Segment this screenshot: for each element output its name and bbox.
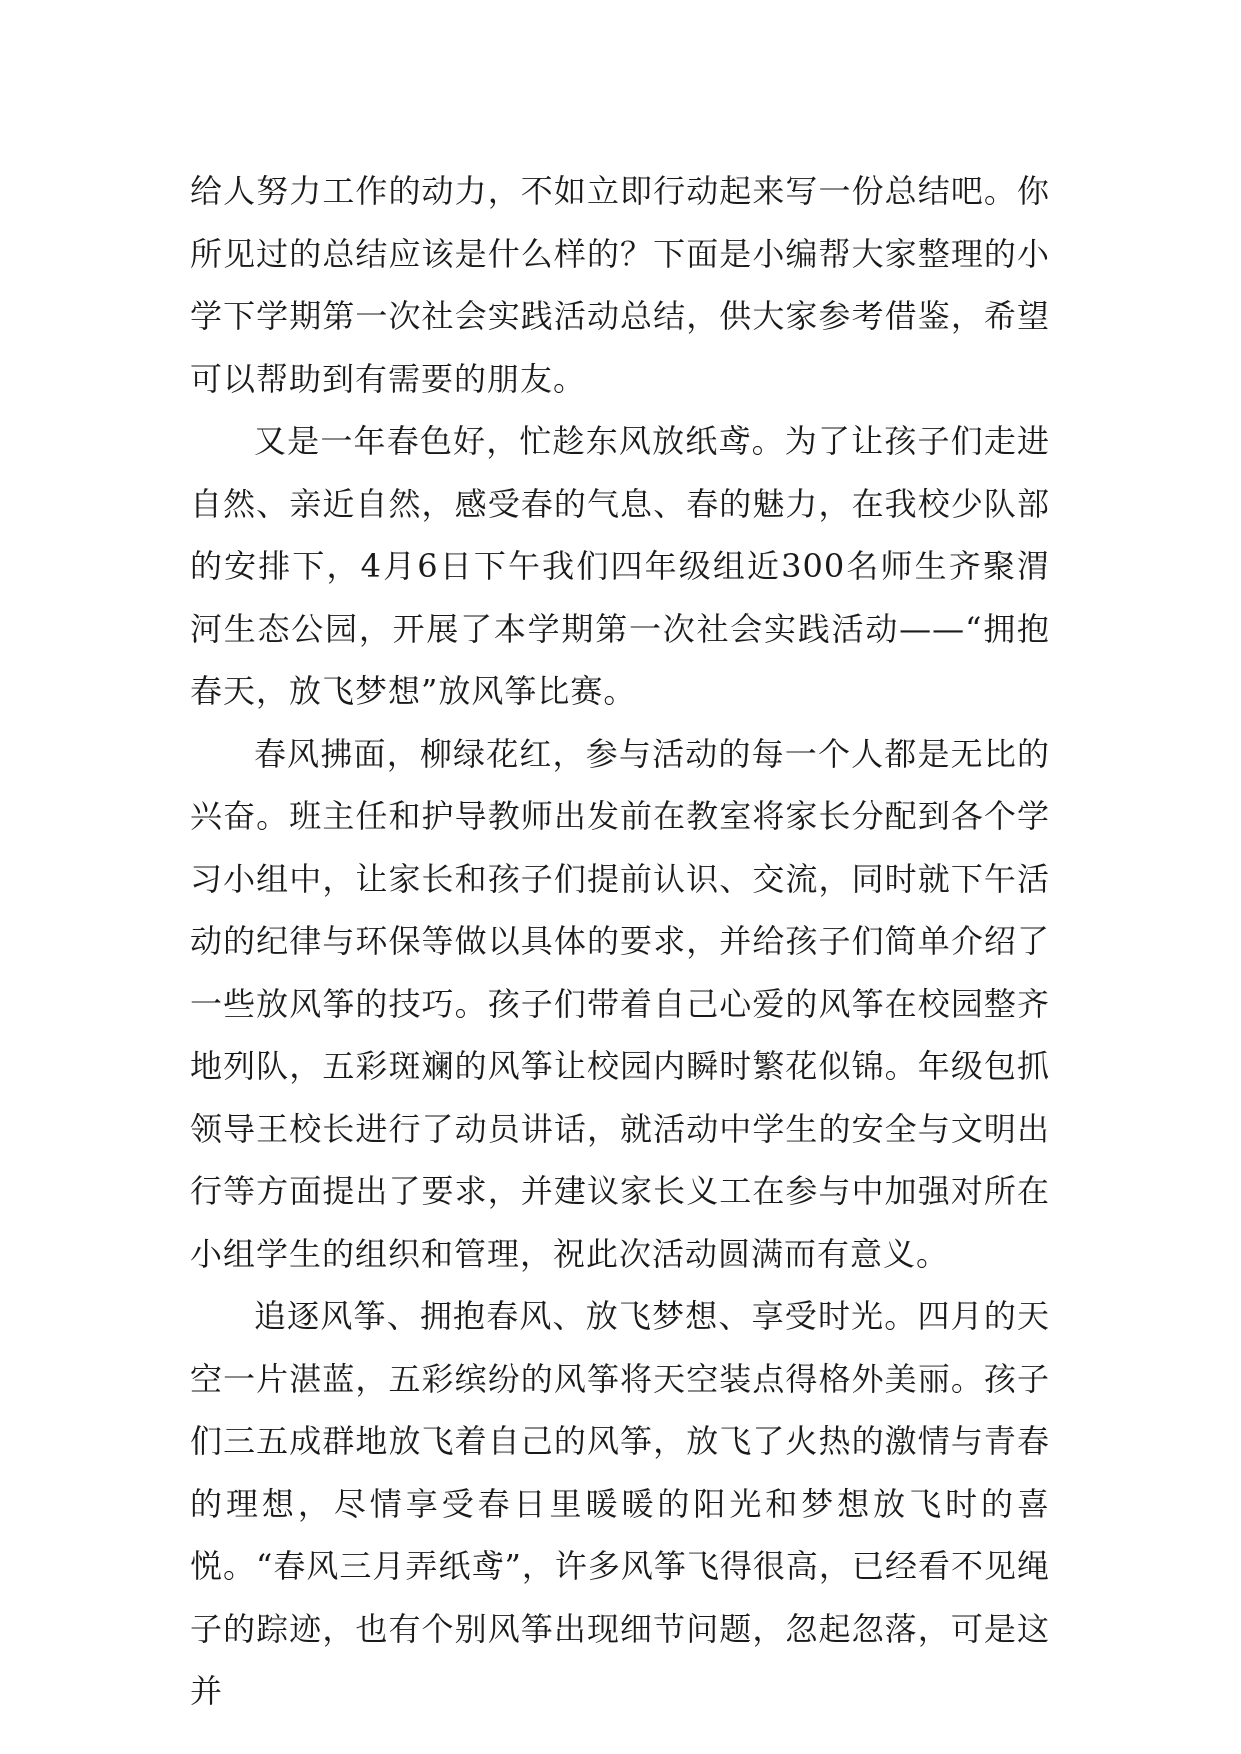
- paragraph-preparation: 春风拂面，柳绿花红，参与活动的每一个人都是无比的兴奋。班主任和护导教师出发前在教室将家长分配到各个学习小组中，让家长和孩子们提前认识、交流，同时就下午活动的纪律与环保等做以具体的要求，并给孩子们简单介绍了一些放风筝的技巧。孩子们带着自己心爱的风筝在校园整齐地列队，五彩斑斓的风筝让校园内瞬时繁花似锦。年级包抓领导王校长进行了动员讲话，就活动中学生的安全与文明出行等方面提出了要求，并建议家长义工在参与中加强对所在小组学生的组织和管理，祝此次活动圆满而有意义。: [190, 734, 1050, 1273]
- paragraph-intro: 给人努力工作的动力，不如立即行动起来写一份总结吧。你所见过的总结应该是什么样的？下面是小编帮大家整理的小学下学期第一次社会实践活动总结，供大家参考借鉴，希望可以帮助到有需要的朋友。: [190, 172, 1050, 398]
- document-body: [190, 160, 1050, 1723]
- paragraph-event-overview: 又是一年春色好，忙趁东风放纸鸢。为了让孩子们走进自然、亲近自然，感受春的气息、春的魅力，在我校少队部的安排下，4月6日下午我们四年级组近300名师生齐聚渭河生态公园，开展了本学期第一次社会实践活动——“拥抱春天，放飞梦想”放风筝比赛。: [190, 422, 1050, 710]
- paragraph-kite-flying: 追逐风筝、拥抱春风、放飞梦想、享受时光。四月的天空一片湛蓝，五彩缤纷的风筝将天空装点得格外美丽。孩子们三五成群地放飞着自己的风筝，放飞了火热的激情与青春的理想，尽情享受春日里暖暖的阳光和梦想放飞时的喜悦。“春风三月弄纸鸢”，许多风筝飞得很高，已经看不见绳子的踪迹，也有个别风筝出现细节问题，忽起忽落，可是这并: [190, 1297, 1050, 1710]
